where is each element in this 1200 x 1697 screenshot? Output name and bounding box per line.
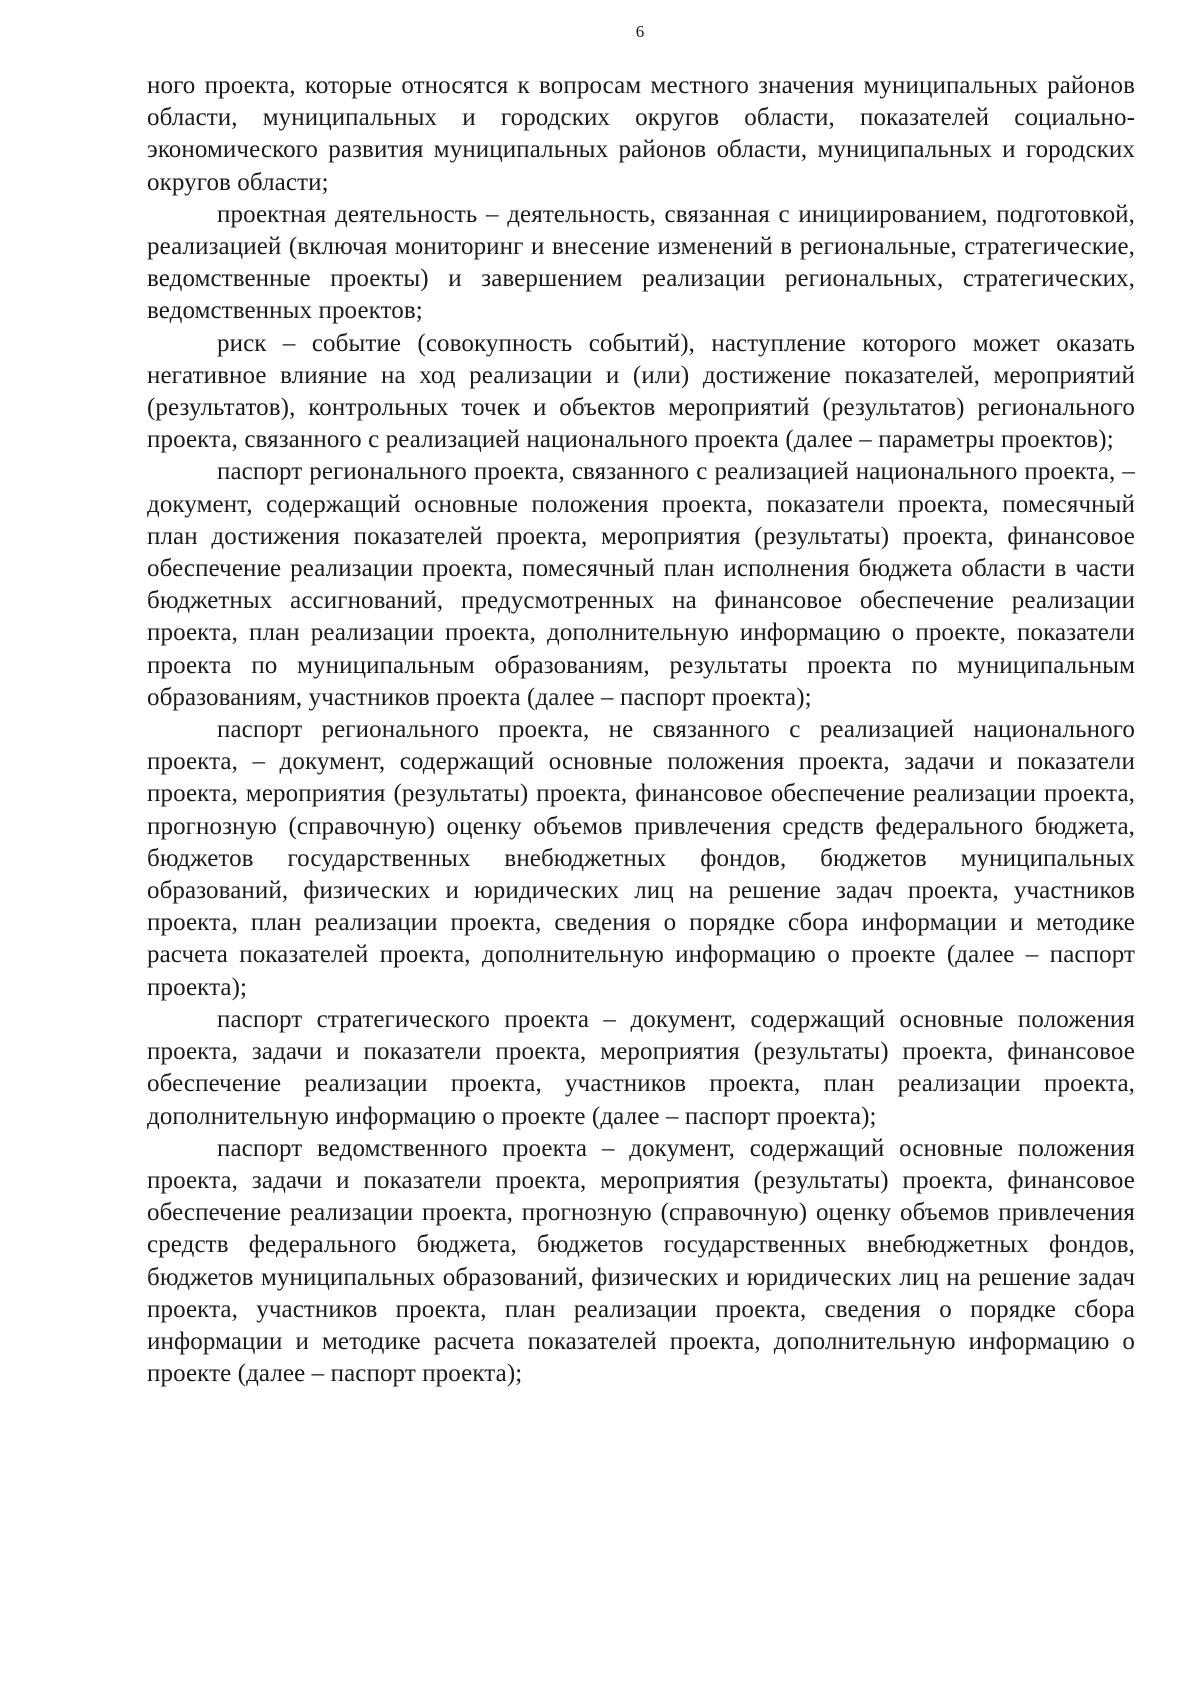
page-number: 6	[635, 22, 645, 41]
paragraph-regional-project-passport-national: паспорт регионального проекта, связанного с реализацией национального проекта, – документ, содержащий основные положения проекта, показатели проекта, помесячный план достижения показателей проекта, мероприятия (результаты) проекта, финансовое обеспечение реализации проекта, помесячный план исполнения бюджета области в части бюджетных ассигнований, предусмотренных на финансовое обеспечение реализации проекта, план реализации проекта, дополнительную информацию о проекте, показатели проекта по муниципальным образованиям, результаты проекта по муниципальным образованиям, участников проекта (далее – паспорт проекта);	[147, 458, 1135, 711]
paragraph-regional-project-passport-non-national: паспорт регионального проекта, не связанного с реализацией национального проекта, – документ, содержащий основные положения проекта, задачи и показатели проекта, мероприятия (результаты) проекта, финансовое обеспечение реализации проекта, прогнозную (справочную) оценку объемов привлечения средств федерального бюджета, бюджетов государственных внебюджетных фондов, бюджетов муниципальных образований, физических и юридических лиц на решение задач проекта, участников проекта, план реализации проекта, сведения о порядке сбора информации и методике расчета показателей проекта, дополнительную информацию о проекте (далее – паспорт проекта);	[147, 716, 1135, 1001]
paragraph-departmental-project-passport: паспорт ведомственного проекта – документ, содержащий основные положения проекта, задачи и показатели проекта, мероприятия (результаты) проекта, финансовое обеспечение реализации проекта, прогнозную (справочную) оценку объемов привлечения средств федерального бюджета, бюджетов государственных внебюджетных фондов, бюджетов муниципальных образований, физических и юридических лиц на решение задач проекта, участников проекта, план реализации проекта, сведения о порядке сбора информации и методике расчета показателей проекта, дополнительную информацию о проекте (далее – паспорт проекта);	[147, 1134, 1135, 1388]
paragraph-strategic-project-passport: паспорт стратегического проекта – документ, содержащий основные положения проекта, задачи и показатели проекта, мероприятия (результаты) проекта, финансовое обеспечение реализации проекта, участников проекта, план реализации проекта, дополнительную информацию о проекте (далее – паспорт проекта);	[147, 1005, 1135, 1130]
document-body	[147, 70, 1135, 1390]
paragraph-project-activity: проектная деятельность – деятельность, связанная с инициированием, подготовкой, реализацией (включая мониторинг и внесение изменений в региональные, стратегические, ведомственные проекты) и завершением реализации региональных, стратегических, ведомственных проектов;	[147, 200, 1135, 325]
paragraph-risk: риск – событие (совокупность событий), наступление которого может оказать негативное влияние на ход реализации и (или) достижение показателей, мероприятий (результатов), контрольных точек и объектов мероприятий (результатов) регионального проекта, связанного с реализацией национального проекта (далее – параметры проектов);	[147, 329, 1135, 454]
paragraph-continuation: ного проекта, которые относятся к вопросам местного значения муниципальных районов области, муниципальных и городских округов области, показателей социально-экономического развития муниципальных районов области, муниципальных и городских округов области;	[147, 72, 1135, 196]
